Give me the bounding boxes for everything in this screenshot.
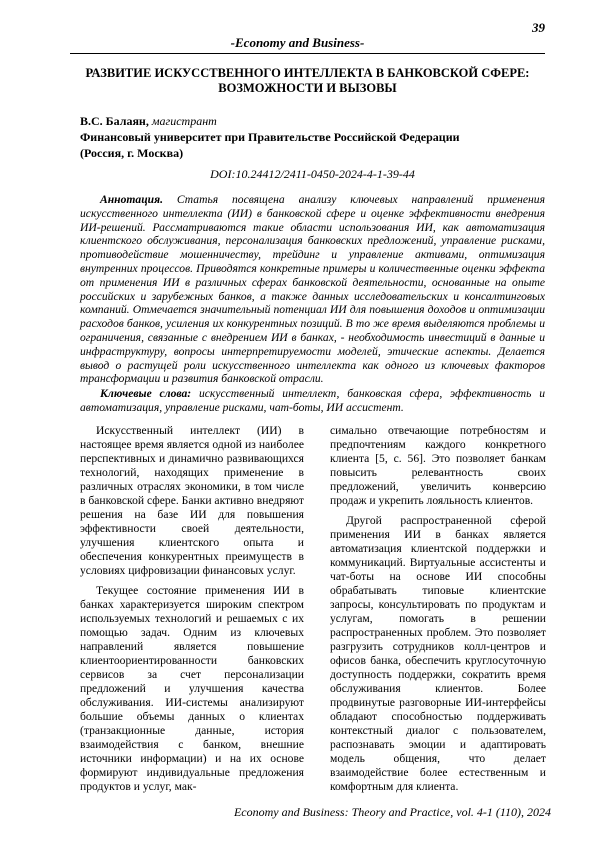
page-number: 39 [532,20,545,35]
abstract-label: Аннотация. [100,193,163,206]
keywords-text: искусственный интеллект, банковская сфера, эффективность и автоматизация, управление рисками, чат-боты, ИИ ассистент. [80,387,545,414]
affiliation-location: (Россия, г. Москва) [80,146,184,160]
article-title: РАЗВИТИЕ ИСКУССТВЕННОГО ИНТЕЛЛЕКТА В БАНКОВСКОЙ СФЕРЕ: ВОЗМОЖНОСТИ И ВЫЗОВЫ [85,66,530,95]
doi: DOI:10.24412/2411-0450-2024-4-1-39-44 [210,167,415,181]
keywords-label: Ключевые слова: [100,387,192,401]
author-role: магистрант [151,114,217,128]
body-paragraph: Текущее состояние применения ИИ в банках характеризуется широким спектром используемых технологий и решаемых с их помощью задач. Одним из ключевых направлений является повышение клиентоориентированности банковских сервисов за счет персонализации предложений и улучшения качества обслуживания. ИИ-системы анализируют большие объемы данных о клиентах (транзакционные данные, история взаимодействия с банком, внешние источники информации) и на их основе формируют индивидуальные предложения продуктов и услуг, мак- [80,584,304,793]
author-name: В.С. Балаян, [80,114,149,128]
header-rule [70,53,545,54]
affiliation: Финансовый университет при Правительстве Российской Федерации [80,130,460,144]
body-paragraph: симально отвечающие потребностям и предпочтениям каждого конкретного клиента [5, с. 56]. Это позволяет банкам повысить релевантность своих предложений, увеличить конверсию продаж и укрепить лояльность клиентов. [330,424,546,507]
abstract-paragraph [80,193,545,386]
body-column-right [330,424,546,800]
body-paragraph: Другой распространенной сферой применения ИИ в банках является автоматизация клиентской поддержки и коммуникаций. Виртуальные ассистенты и чат-боты на основе ИИ способны обрабатывать типовые клиентские запросы, консультировать по продуктам и услугам, помогать в решении распространенных проблем. Это позволяет разгрузить сотрудников колл-центров и офисов банка, обеспечить круглосуточную доступность поддержки, сократить время обслуживания клиентов. Более продвинутые разговорные ИИ-интерфейсы обладают способностью поддерживать контекстный диалог с пользователем, распознавать эмоции и адаптировать модель общения, что делает взаимодействие более естественным и комфортным для клиента. [330,514,546,793]
journal-footer: Economy and Business: Theory and Practice, vol. 4-1 (110), 2024 [233,805,551,819]
keywords-paragraph [80,387,545,415]
running-header: -Economy and Business- [230,35,365,50]
body-column-left [80,424,304,800]
abstract-text: Статья посвящена анализу ключевых направлений применения искусственного интеллекта (ИИ) в банковской сфере и оценке эффективности внедрения ИИ-решений. Рассматриваются такие области использования ИИ, как автоматизация клиентского обслуживания, персонализация банковских предложений, управление рисками, противодействие мошенничеству, трейдинг и управление активами, оптимизация внутренних процессов. Приводятся конкретные примеры и количественные оценки эффекта от применения ИИ в различных сферах банковской деятельности, основанные на опыте российских и зарубежных банков, а также данных исследовательских и консалтинговых компаний. Отмечается значительный потенциал ИИ для повышения доходов и оптимизации расходов банков, усиления их конкурентных позиций. В то же время выделяются проблемы и ограничения, связанные с внедрением ИИ в банках, - необходимость инвестиций в данные и инфраструктуру, вопросы интерпретируемости моделей, этические аспекты. Делается вывод о растущей роли искусственного интеллекта как одного из ключевых факторов трансформации и развития банковской отрасли. [80,193,545,386]
body-paragraph: Искусственный интеллект (ИИ) в настоящее время является одной из наиболее перспективных и динамично развивающихся технологий, находящих применение в различных отраслях экономики, в том числе в банковской сфере. Банки активно внедряют решения на базе ИИ для повышения эффективности своей деятельности, улучшения клиентского опыта и обеспечения конкурентных преимуществ в условиях цифровизации финансовых услуг. [80,424,304,577]
author-block [80,113,545,161]
author-line [80,113,545,129]
abstract [80,193,545,415]
